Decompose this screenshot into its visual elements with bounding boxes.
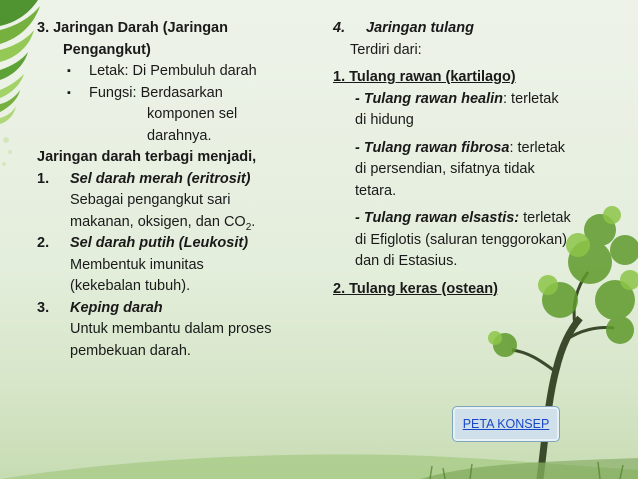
item-number: 1. <box>37 170 50 187</box>
item-desc: (kekebalan tubuh). <box>70 278 191 294</box>
item-desc: Membentuk imunitas <box>70 256 204 273</box>
item-desc: makanan, oksigen, dan $CO_2$. <box>70 213 256 233</box>
list-item <box>37 169 327 191</box>
item-title: Sel darah putih (Leukosit) <box>70 235 249 251</box>
list-item <box>37 298 327 320</box>
peta-konsep-button[interactable]: PETA KONSEP <box>452 406 560 442</box>
list-item-cont: di persendian, sifatnya tidak <box>355 161 535 177</box>
bullet-text: Berdasarkan <box>140 84 223 101</box>
list-item: - Tulang rawan elsastis: terletak <box>355 210 571 226</box>
bullet-text-cont: darahnya. <box>147 127 212 144</box>
square-bullet-icon: ▪ <box>67 65 71 77</box>
item-desc: pembekuan darah. <box>70 342 191 359</box>
bone-subtitle: Terdiri dari: <box>350 41 422 58</box>
bullet-text-cont: komponen sel <box>147 106 238 122</box>
left-column <box>37 18 327 362</box>
blood-tissue-heading: 3. Jaringan Darah (Jaringan <box>37 20 228 36</box>
list-item <box>37 61 327 83</box>
item-number: 2. <box>37 235 50 251</box>
right-column <box>333 18 623 300</box>
blood-intro: Jaringan darah terbagi menjadi, <box>37 149 257 165</box>
bullet-label: Fungsi: <box>89 84 137 101</box>
list-item <box>37 233 327 255</box>
blood-tissue-heading-cont: Pengangkut) <box>63 41 151 58</box>
bullet-label: Letak: <box>89 63 129 79</box>
item-number: 3. <box>37 299 50 316</box>
item-desc: Sebagai pengangkut sari <box>70 192 231 208</box>
bullet-text: Di Pembuluh darah <box>132 63 257 79</box>
list-item-cont: di Efiglotis (saluran tenggorokan) <box>355 231 567 248</box>
list-item-cont: dan di Estasius. <box>355 253 458 269</box>
section-hard-bone: 2. Tulang keras (ostean) <box>333 280 498 297</box>
item-title: Jaringan tulang <box>366 20 474 36</box>
bone-tissue-heading <box>333 18 623 40</box>
list-item: - Tulang rawan healin: terletak <box>355 90 559 107</box>
list-item-cont: di hidung <box>355 112 414 128</box>
section-cartilage: 1. Tulang rawan (kartilago) <box>333 69 516 85</box>
list-item: - Tulang rawan fibrosa: terletak <box>355 139 566 156</box>
item-number: 4. <box>333 20 346 36</box>
list-item <box>37 83 327 105</box>
item-title: Sel darah merah (eritrosit) <box>70 170 251 187</box>
list-item-cont: tetara. <box>355 182 397 199</box>
item-desc: Untuk membantu dalam proses <box>70 321 272 337</box>
item-title: Keping darah <box>70 299 163 316</box>
square-bullet-icon: ▪ <box>67 86 71 99</box>
